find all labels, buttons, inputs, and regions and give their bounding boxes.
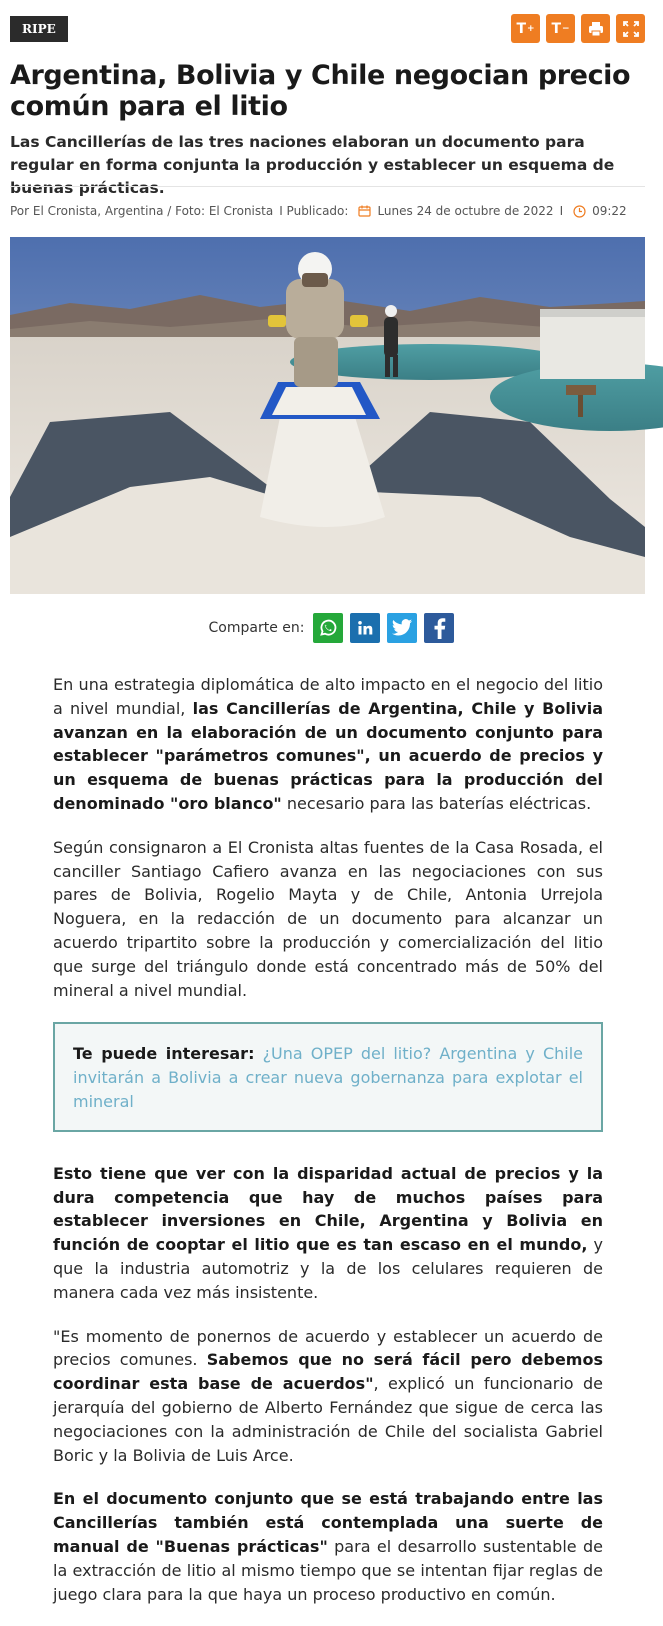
- twitter-icon: [391, 618, 413, 638]
- p5-bold: En el documento conjunto que se está trabajando entre las Cancillerías también está contemplada una suerte de manual de "Buenas prácticas": [53, 1489, 603, 1556]
- article-toolbar: [10, 14, 645, 46]
- share-label: Comparte en:: [208, 620, 305, 636]
- paragraph-2: Según consignaron a El Cronista altas fuentes de la Casa Rosada, el canciller Santiago Cafiero avanza en las negociaciones con sus pares de Bolivia, Rogelio Mayta y de Chile, Antonia Urrejola Noguera, en la redacción de un documento para alcanzar un acuerdo tripartito sobre la producción y comercialización del litio que surge del triángulo donde está concentrado más de 50% del mineral a nivel mundial.: [53, 837, 603, 1000]
- p4-text: "Es momento de ponernos de acuerdo y establecer un acuerdo de precios comunes.: [53, 1326, 603, 1370]
- calendar-icon: [358, 205, 371, 217]
- p4-tail: , explicó un funcionario de jerarquía del gobierno de Alberto Fernández que sigue de cerca las negociaciones con la administración de Chile del socialista Gabriel Boric y la Bolivia de Luis Arce.: [53, 1374, 604, 1465]
- header-divider: [10, 186, 645, 187]
- share-whatsapp-button[interactable]: [313, 613, 343, 643]
- font-decrease-mod: −: [562, 23, 570, 34]
- print-button[interactable]: [581, 14, 610, 43]
- p1-text: En una estrategia diplomática de alto impacto en el negocio del litio a nivel mundial,: [53, 675, 603, 718]
- related-box: [53, 1022, 603, 1131]
- print-icon: [588, 21, 604, 37]
- p1-tail: necesario para las baterías eléctricas.: [281, 793, 592, 813]
- p3-bold: Esto tiene que ver con la disparidad actual de precios y la dura competencia que hay de muchos países para establecer inversiones en Chile, Argentina y Bolivia en función de cooptar el litio que es tan escaso en el mundo,: [53, 1163, 603, 1255]
- byline-author: Por El Cronista, Argentina / Foto: El Cronista: [10, 204, 274, 218]
- font-increase-label: T: [516, 20, 526, 37]
- byline: [10, 204, 645, 218]
- share-bar: [0, 613, 663, 643]
- hero-photo: [10, 237, 645, 594]
- byline-date: Lunes 24 de octubre de 2022: [377, 204, 554, 218]
- paragraph-1: [53, 673, 603, 816]
- font-increase-button[interactable]: [511, 14, 540, 43]
- p1-bold: las Cancillerías de Argentina, Chile y Bolivia avanzan en la elaboración de un documento conjunto para establecer "parámetros comunes", un acuerdo de precios y un esquema de buenas prácticas para la producción del denominado "oro blanco": [53, 698, 604, 813]
- section-tag[interactable]: RIPE: [10, 16, 68, 42]
- related-label: Te puede interesar:: [73, 1044, 255, 1064]
- p3-tail: y que la industria automotriz y la de los celulares requieren de manera cada vez más insistente.: [53, 1235, 603, 1302]
- facebook-icon: [431, 617, 447, 639]
- share-facebook-button[interactable]: [424, 613, 454, 643]
- article-headline: Argentina, Bolivia y Chile negocian precio común para el litio: [10, 60, 631, 122]
- whatsapp-icon: [318, 618, 338, 638]
- paragraph-4: [53, 1325, 603, 1468]
- byline-time: 09:22: [592, 204, 627, 218]
- linkedin-icon: [356, 619, 374, 637]
- article-body: [53, 673, 603, 1626]
- fullscreen-button[interactable]: [616, 14, 645, 43]
- clock-icon: [573, 205, 586, 218]
- font-decrease-label: T: [551, 20, 561, 37]
- byline-separator: I: [559, 204, 564, 218]
- share-twitter-button[interactable]: [387, 613, 417, 643]
- font-increase-mod: +: [527, 23, 535, 34]
- font-decrease-button[interactable]: [546, 14, 575, 43]
- article-tools: [511, 14, 645, 43]
- byline-published-label: I Publicado:: [279, 204, 349, 218]
- lithium-worker-photo: [10, 237, 645, 594]
- paragraph-5: [53, 1487, 603, 1606]
- p4-bold: Sabemos que no será fácil pero debemos coordinar esta base de acuerdos": [53, 1350, 603, 1394]
- share-linkedin-button[interactable]: [350, 613, 380, 643]
- paragraph-3: [53, 1162, 603, 1305]
- article-subheadline: Las Cancillerías de las tres naciones elaboran un documento para regular en forma conjunta la producción y establecer un esquema de buenas prácticas.: [10, 133, 615, 197]
- fullscreen-icon: [623, 21, 639, 37]
- p5-tail: para el desarrollo sustentable de la extracción de litio al mismo tiempo que se intentan fijar reglas de juego clara para la que haya un proceso productivo en común.: [53, 1536, 603, 1604]
- related-link[interactable]: ¿Una OPEP del litio? Argentina y Chile invitarán a Bolivia a crear nueva gobernanza para explotar el mineral: [73, 1044, 584, 1111]
